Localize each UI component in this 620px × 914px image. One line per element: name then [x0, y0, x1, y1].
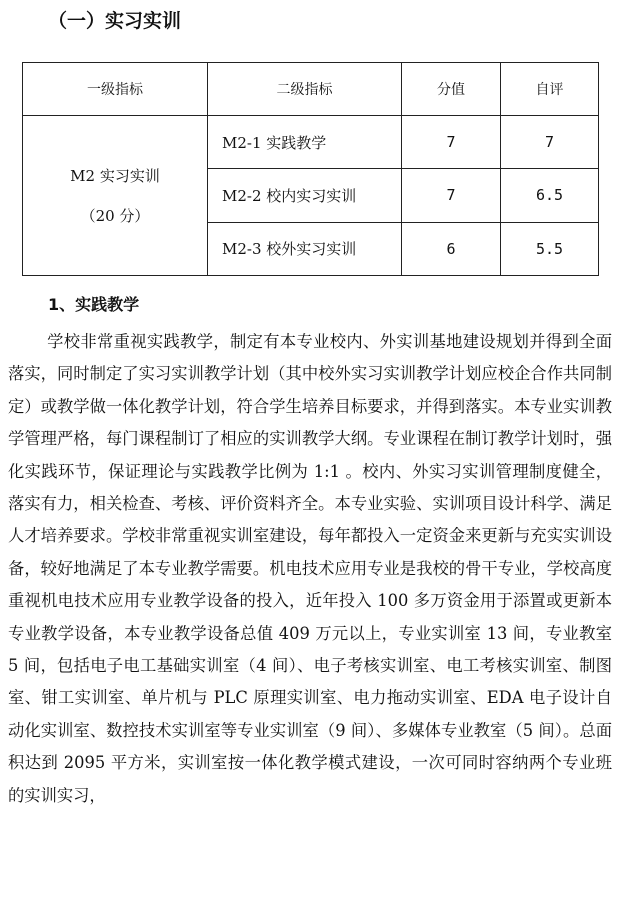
- score-cell: 6: [402, 222, 501, 275]
- section-title: （一）实习实训: [48, 10, 182, 32]
- level1-cell: [23, 116, 208, 276]
- indicator-cell: M2-1 实践教学: [208, 116, 402, 169]
- self-eval-cell: 7: [501, 116, 599, 169]
- header-score: 分值: [402, 63, 501, 116]
- body-paragraph: 学校非常重视实践教学，制定有本专业校内、外实训基地建设规划并得到全面落实，同时制定了实习实训教学计划（其中校外实习实训教学计划应校企合作共同制定）或教学做一体化教学计划，符合学生培养目标要求，并得到落实。本专业实训教学管理严格，每门课程制订了相应的实训教学大纲。专业课程在制订教学计划时，强化实践环节，保证理论与实践教学比例为 1:1 。校内、外实习实训管理制度健全，落实有力，相关检查、考核、评价资料齐全。本专业实验、实训项目设计科学、满足人才培养要求。学校非常重视实训室建设，每年都投入一定资金来更新与充实实训设备，较好地满足了本专业教学需要。机电技术应用专业是我校的骨干专业，学校高度重视机电技术应用专业教学设备的投入，近年投入 100 多万资金用于添置或更新本专业教学设备，本专业教学设备总值 409 万元以上，专业实训室 13 间，专业教室 5 间，包括电子电工基础实训室（4 间）、电子考核实训室、电工考核实训室、制图室、钳工实训室、单片机与 PLC 原理实训室、电力拖动实训室、EDA 电子设计自动化实训室、数控技术实训室等专业实训室（9 间）、多媒体专业教室（5 间）。总面积达到 2095 平方米，实训室按一体化教学模式建设，一次可同时容纳两个专业班的实训实习，: [8, 332, 612, 805]
- level1-score: （20 分）: [80, 206, 150, 225]
- table-header-row: [23, 63, 599, 116]
- score-cell: 7: [402, 116, 501, 169]
- header-self-eval: 自评: [501, 63, 599, 116]
- header-level1: 一级指标: [23, 63, 208, 116]
- indicator-cell: M2-2 校内实习实训: [208, 169, 402, 222]
- score-cell: 7: [402, 169, 501, 222]
- level1-name: M2 实习实训: [70, 166, 160, 185]
- table-row: [23, 116, 599, 169]
- self-eval-cell: 6.5: [501, 169, 599, 222]
- indicator-cell: M2-3 校外实习实训: [208, 222, 402, 275]
- score-table: [22, 62, 599, 276]
- subheading: 1、实践教学: [48, 295, 140, 314]
- header-level2: 二级指标: [208, 63, 402, 116]
- self-eval-cell: 5.5: [501, 222, 599, 275]
